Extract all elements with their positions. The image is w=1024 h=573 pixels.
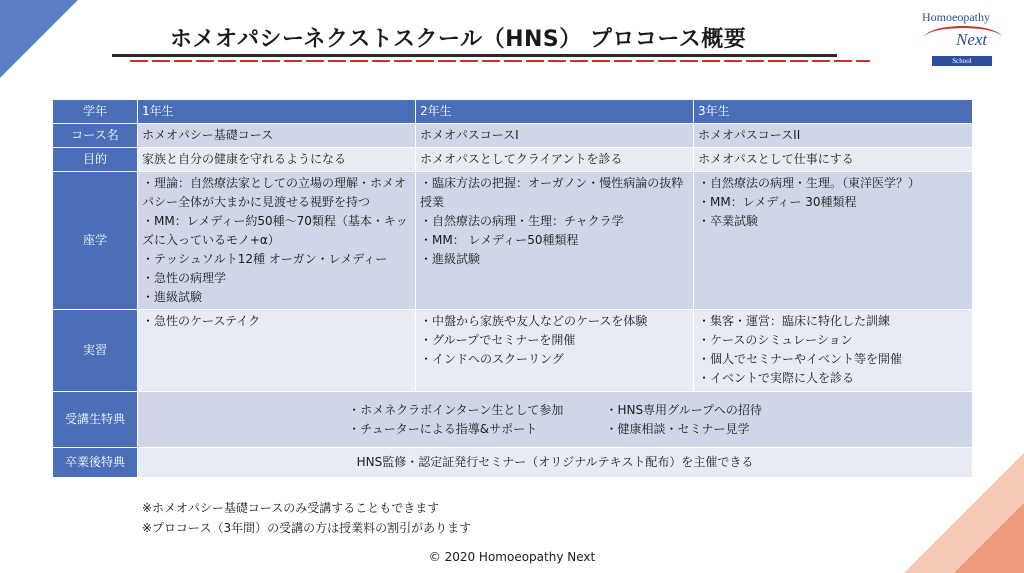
list-item: ・自然療法の病理・生理。（東洋医学？） [698, 176, 921, 190]
lecture-year-1 [138, 172, 416, 310]
graduate-perks-cell: HNS監修・認定証発行セミナー（オリジナルテキスト配布）を主催できる [138, 448, 973, 478]
footnote: ※プロコース（3年間）の受講の方は授業料の割引があります [142, 521, 472, 535]
table-row-student-perks [53, 392, 973, 448]
student-perks-cell [138, 392, 973, 448]
course-name-year-3: ホメオパスコースII [694, 124, 973, 148]
table-row-lecture [53, 172, 973, 310]
course-name-year-2: ホメオパスコースⅠ [416, 124, 694, 148]
homoeopathy-next-logo [918, 10, 1018, 68]
header-grade: 学年 [53, 100, 138, 124]
practice-year-1 [138, 310, 416, 392]
student-perks-right [605, 401, 761, 439]
list-item: ・チューターによる指導&サポート [348, 421, 538, 436]
list-item: ・進級試験 [142, 290, 203, 304]
logo-text-next: Next [956, 30, 988, 49]
row-label-lecture: 座学 [53, 172, 138, 310]
table-row-course-name [53, 124, 973, 148]
student-perks-left [348, 401, 563, 439]
logo-text-top: Homoeopathy [922, 10, 990, 24]
list-item: ・MM：レメディー 30種類程 [698, 195, 857, 209]
list-item: ・集客・運営：臨床に特化した訓練 [698, 314, 891, 328]
purpose-year-3: ホメオパスとして仕事にする [694, 148, 973, 172]
footnotes [142, 498, 471, 538]
corner-decoration-top-left [0, 0, 78, 78]
row-label-practice: 実習 [53, 310, 138, 392]
copyright: © 2020 Homoeopathy Next [428, 550, 596, 564]
list-item: ・急性の病理学 [142, 271, 227, 285]
row-label-graduate-perks: 卒業後特典 [53, 448, 138, 478]
list-item: ・理論：自然療法家としての立場の理解・ホメオパシー全体が大まかに見渡せる視野を持つ [142, 176, 407, 209]
list-item: ・MM： レメディー50種類程 [420, 233, 579, 247]
list-item: ・イベントで実際に人を診る [698, 371, 855, 385]
practice-year-2 [416, 310, 694, 392]
list-item: ・ホメネクラボインターン生として参加 [348, 402, 564, 417]
list-item: ・進級試験 [420, 252, 481, 266]
page-title: ホメオパシーネクストスクール（HNS） プロコース概要 [170, 27, 747, 52]
list-item: ・臨床方法の把握：オーガノン・慢性病論の抜粋授業 [420, 176, 684, 209]
row-label-student-perks: 受講生特典 [53, 392, 138, 448]
list-item: ・インドへのスクーリング [420, 352, 564, 366]
course-overview-table [52, 99, 973, 478]
title-underline [112, 54, 837, 57]
footnote: ※ホメオパシー基礎コースのみ受講することもできます [142, 501, 440, 515]
course-name-year-1: ホメオパシー基礎コース [138, 124, 416, 148]
list-item: ・個人でセミナーやイベント等を開催 [698, 352, 903, 366]
list-item: ・急性のケーステイク [142, 314, 261, 328]
table-row-graduate-perks [53, 448, 973, 478]
table-row-purpose [53, 148, 973, 172]
lecture-year-2 [416, 172, 694, 310]
purpose-year-1: 家族と自分の健康を守れるようになる [138, 148, 416, 172]
row-label-purpose: 目的 [53, 148, 138, 172]
logo-school-badge: School [932, 56, 992, 66]
list-item: ・自然療法の病理・生理：チャクラ学 [420, 214, 624, 228]
list-item: ・テッシュソルト12種 オーガン・レメディー [142, 252, 388, 266]
row-label-course-name: コース名 [53, 124, 138, 148]
list-item: ・卒業試験 [698, 214, 759, 228]
header-year-1: 1年生 [138, 100, 416, 124]
list-item: ・HNS専用グループへの招待 [605, 402, 762, 417]
list-item: ・グループでセミナーを開催 [420, 333, 576, 347]
header-year-2: 2年生 [416, 100, 694, 124]
list-item: ・MM：レメディー約50種〜70類程（基本・キッズに入っているモノ+α） [142, 214, 408, 247]
title-underline-brush [130, 60, 870, 62]
header-year-3: 3年生 [694, 100, 973, 124]
purpose-year-2: ホメオパスとしてクライアントを診る [416, 148, 694, 172]
list-item: ・健康相談・セミナー見学 [605, 421, 750, 436]
practice-year-3 [694, 310, 973, 392]
table-row-practice [53, 310, 973, 392]
list-item: ・ケースのシミュレーション [698, 333, 853, 347]
lecture-year-3 [694, 172, 973, 310]
table-header-row [53, 100, 973, 124]
list-item: ・中盤から家族や友人などのケースを体験 [420, 314, 648, 328]
